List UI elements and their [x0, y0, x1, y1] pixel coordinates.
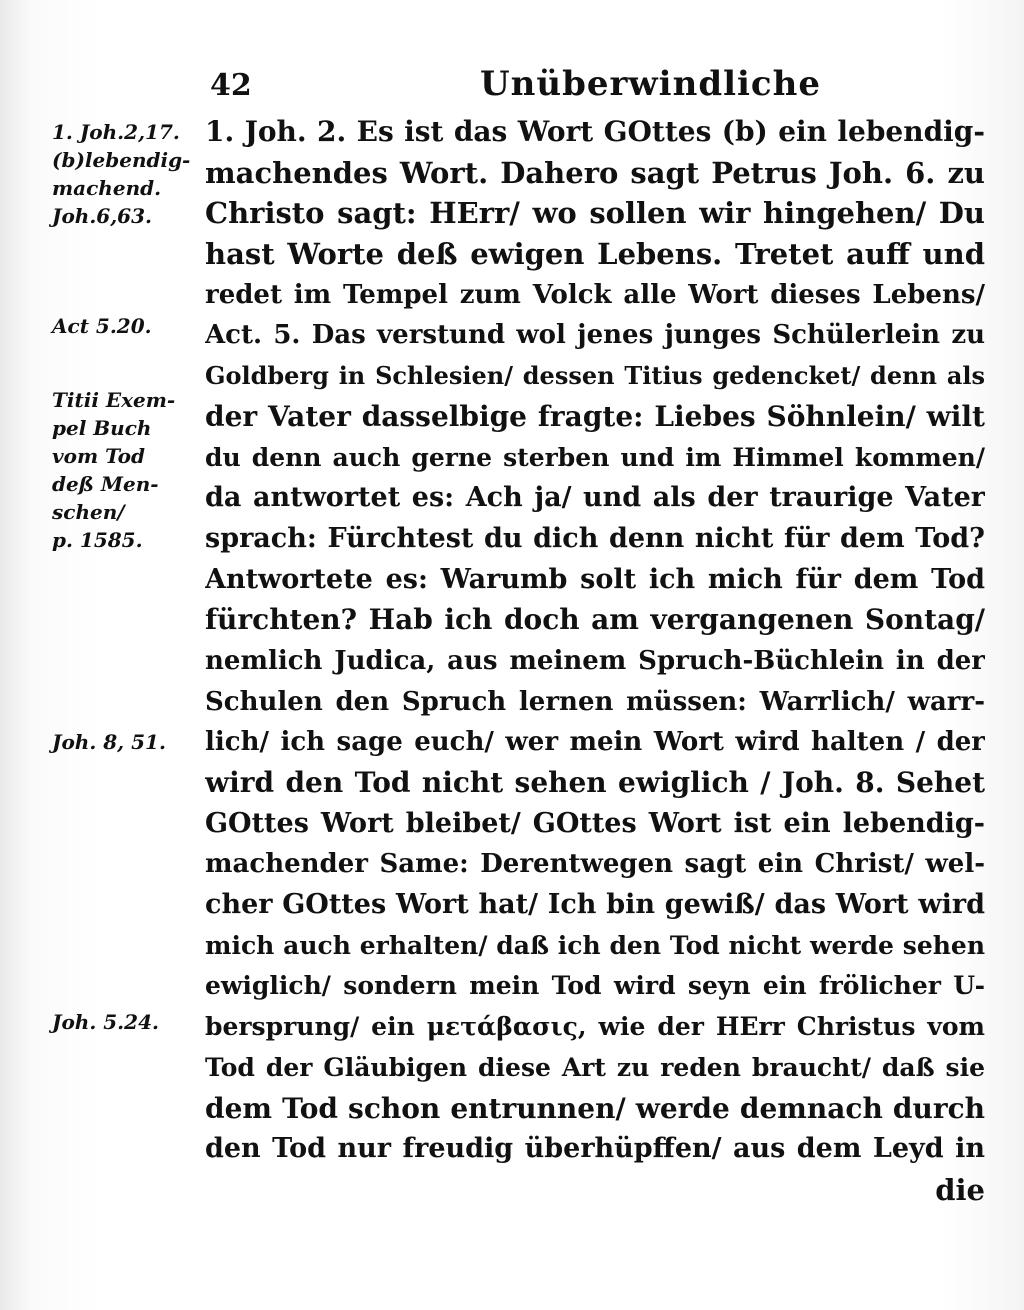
page-header — [0, 60, 1024, 110]
text-line: Christo sagt: HErr/ wo sollen wir hingehen/ Du — [205, 196, 985, 231]
margin-note: Titii Exem- pel Buch vom Tod deß Men- schen/ p. 1585. — [52, 388, 176, 552]
text-line: du denn auch gerne sterben und im Himmel kommen/ — [205, 442, 985, 472]
body-text — [205, 112, 985, 1211]
text-line: nemlich Judica, aus meinem Spruch-Büchlein in der — [205, 645, 985, 676]
page-number: 42 — [210, 68, 252, 103]
text-line: Antwortete es: Warumb solt ich mich für dem Tod — [205, 563, 985, 595]
text-line: GOttes Wort bleibet/ GOttes Wort ist ein lebendig- — [205, 807, 985, 839]
margin-note: Joh. 8, 51. — [52, 730, 166, 754]
running-head: Unüberwindliche — [480, 64, 821, 104]
text-line: Tod der Gläubigen diese Art zu reden braucht/ daß sie — [205, 1052, 985, 1082]
text-line: dem Tod schon entrunnen/ werde demnach durch — [205, 1091, 985, 1125]
text-line: 1. Joh. 2. Es ist das Wort GOttes (b) ein lebendig- — [205, 115, 985, 148]
text-line: machendes Wort. Dahero sagt Petrus Joh. 6. zu — [205, 155, 985, 190]
text-line: Act. 5. Das verstund wol jenes junges Schülerlein zu — [205, 320, 985, 351]
text-line: den Tod nur freudig überhüpffen/ aus dem Leyd in — [205, 1133, 985, 1165]
margin-note: Joh. 5.24. — [52, 1010, 159, 1034]
text-line: fürchten? Hab ich doch am vergangenen Sontag/ — [205, 603, 985, 637]
text-line: cher GOttes Wort hat/ Ich bin gewiß/ das Wort wird — [205, 889, 985, 921]
text-line: hast Worte deß ewigen Lebens. Tretet auff und — [205, 237, 985, 272]
text-line: mich auch erhalten/ daß ich den Tod nicht werde sehen — [205, 930, 985, 960]
margin-note: Act 5.20. — [52, 314, 152, 338]
text-line: der Vater dasselbige fragte: Liebes Söhnlein/ wilt — [205, 399, 985, 433]
text-line: Schulen den Spruch lernen müssen: Warrlich/ warr- — [205, 686, 985, 717]
text-line: sprach: Fürchtest du dich denn nicht für dem Tod? — [205, 522, 985, 554]
text-line: Goldberg in Schlesien/ dessen Titius gedencket/ denn als — [205, 361, 985, 391]
text-line: redet im Tempel zum Volck alle Wort dieses Lebens/ — [205, 279, 985, 310]
catchword: die — [935, 1172, 985, 1207]
text-line: ewiglich/ sondern mein Tod wird seyn ein frölicher U- — [205, 971, 985, 1001]
text-line: da antwortet es: Ach ja/ und als der traurige Vater — [205, 482, 985, 514]
margin-note: 1. Joh.2,17. (b)lebendig- machend. Joh.6,63. — [52, 120, 191, 228]
text-line: wird den Tod nicht sehen ewiglich / Joh. 8. Sehet — [205, 766, 985, 799]
text-line: lich/ ich sage euch/ wer mein Wort wird halten / der — [205, 727, 985, 758]
text-line: machender Same: Derentwegen sagt ein Christ/ wel- — [205, 849, 985, 880]
text-line: bersprung/ ein μετάβασις, wie der HErr Christus vom — [205, 1012, 985, 1042]
